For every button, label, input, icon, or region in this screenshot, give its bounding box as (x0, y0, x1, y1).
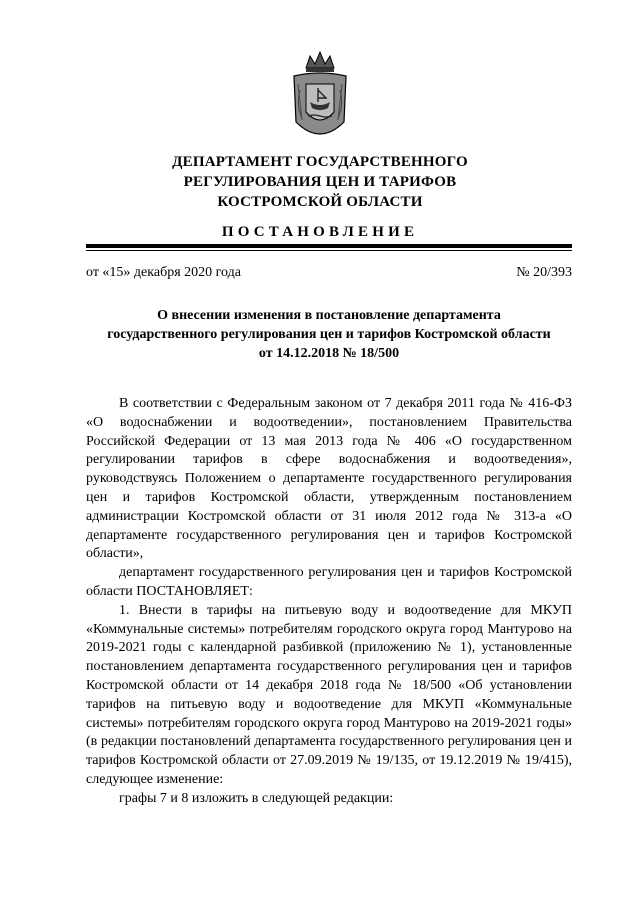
header-divider-thick (86, 244, 572, 248)
document-body (86, 395, 572, 809)
coat-of-arms-icon (288, 50, 352, 150)
body-paragraph: 1. Внести в тарифы на питьевую воду и водоотведение для МКУП «Коммунальные системы» потребителям городского округа город Мантурово на 2019-2021 годы с календарной разбивкой (приложению № 1), установленные постановлением департамента государственного регулирования цен и тарифов Костромской области от 14 декабря 2018 года № 18/500 «Об установлении тарифов на питьевую воду и водоотведение для МКУП «Коммунальные системы» потребителям городского округа город Мантурово на 2019-2021 годы» (в редакции постановлений департамента государственного регулирования цен и тарифов Костромской области от 27.09.2019 № 19/135, от 19.12.2019 № 19/415), следующее изменение: (86, 602, 572, 787)
subject-line: от 14.12.2018 № 18/500 (258, 346, 400, 361)
subject-line: государственного регулирования цен и тарифов Костромской области (107, 327, 551, 342)
department-name-line: ДЕПАРТАМЕНТ ГОСУДАРСТВЕННОГО (172, 154, 468, 170)
document-date: от «15» декабря 2020 года (86, 265, 241, 280)
department-name (100, 152, 540, 212)
header-divider-thin (86, 250, 572, 251)
department-name-line: КОСТРОМСКОЙ ОБЛАСТИ (217, 194, 423, 210)
department-name-line: РЕГУЛИРОВАНИЯ ЦЕН И ТАРИФОВ (183, 174, 457, 190)
document-subject (80, 306, 578, 363)
body-paragraph: В соответствии с Федеральным законом от 7 декабря 2011 года № 416-ФЗ «О водоснабжении и водоотведении», постановлением Правительства Российской Федерации от 13 мая 2013 года № 406 «О государственном регулировании тарифов в сфере водоснабжения и водоотведения», руководствуясь Положением о департаменте государственного регулирования цен и тарифов Костромской области, утвержденным постановлением администрации Костромской области от 31 июля 2012 года № 313-а «О департаменте государственного регулирования цен и тарифов Костромской области», (86, 396, 572, 562)
document-type-title: ПОСТАНОВЛЕНИЕ (221, 224, 419, 240)
subject-line: О внесении изменения в постановление департамента (157, 308, 501, 323)
body-paragraph: графы 7 и 8 изложить в следующей редакции: (119, 790, 394, 806)
document-number: № 20/393 (516, 265, 572, 280)
body-paragraph: департамент государственного регулирования цен и тарифов Костромской области ПОСТАНОВЛЯЕТ: (86, 565, 572, 599)
